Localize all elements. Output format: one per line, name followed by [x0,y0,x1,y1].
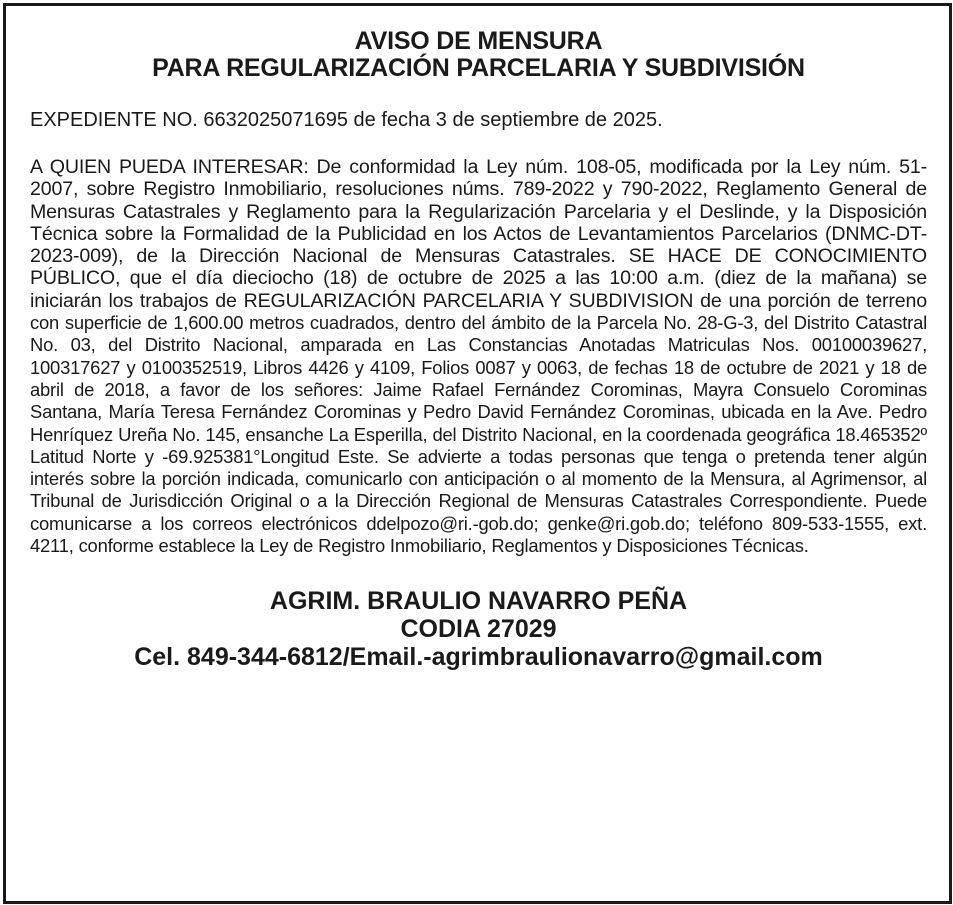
notice-content [30,28,927,671]
notice-body [30,156,927,557]
notice-body-part-2: con superficie de 1,600.00 metros cuadrados, dentro del ámbito de la Parcela No. 28-G-3, del Distrito Catastral No. 03, del Distrito Nacional, amparada en Las Constancias Anotadas Matriculas Nos. 00100039627, 100317627 y 0100352519, Libros 4426 y 4109, Folios 0087 y 0063, de fechas 18 de octubre de 2021 y 18 de abril de 2018, a favor de los señores: Jaime Rafael Fernández Corominas, Mayra Consuelo Corominas Santana, María Teresa Fernández Corominas y Pedro David Fernández Corominas, ubicada en la Ave. Pedro Henríquez Ureña No. 145, ensanche La Esperilla, del Distrito Nacional, en la coordenada geográfica 18.465352º Latitud Norte y -69.925381°Longitud Este. Se advierte a todas personas que tenga o pretenda tener algún interés sobre la porción indicada, comunicarlo con anticipación o al momento de la Mensura, al Agrimensor, al Tribunal de Jurisdicción Original o a la Dirección Regional de Mensuras Catastrales Correspondiente. Puede comunicarse a los correos electrónicos ddelpozo@ri.-gob.do; genke@ri.gob.do; teléfono 809-533-1555, ext. 4211, conforme establece la Ley de Registro Inmobiliario, Reglamentos y Disposiciones Técnicas. [30,312,927,557]
expediente-line: EXPEDIENTE NO. 6632025071695 de fecha 3 de septiembre de 2025. [30,109,663,131]
signature-name: AGRIM. BRAULIO NAVARRO PEÑA [269,587,688,616]
notice-title [30,28,927,82]
signature-contact: Cel. 849-344-6812/Email.-agrimbraulionavarro@gmail.com [134,643,823,672]
title-line-2: PARA REGULARIZACIÓN PARCELARIA Y SUBDIVISIÓN [152,54,805,82]
title-line-1: AVISO DE MENSURA [354,27,603,55]
notice-body-part-1: A QUIEN PUEDA INTERESAR: De conformidad la Ley núm. 108-05, modificada por la Ley núm. 51-2007, sobre Registro Inmobiliario, resoluciones núms. 789-2022 y 790-2022, Reglamento General de Mensuras Catastrales y Reglamento para la Regularización Parcelaria y el Deslinde, y la Disposición Técnica sobre la Formalidad de la Publicidad en los Actos de Levantamientos Parcelarios (DNMC-DT-2023-009), de la Dirección Nacional de Mensuras Catastrales. SE HACE DE CONOCIMIENTO PÚBLICO, que el día dieciocho (18) de octubre de 2025 a las 10:00 a.m. (diez de la mañana) se iniciarán los trabajos de REGULARIZACIÓN PARCELARIA Y SUBDIVISION de una porción de terreno [30,156,927,312]
signature-block [30,587,927,671]
notice-frame [3,3,952,904]
signature-codia: CODIA 27029 [400,615,557,644]
